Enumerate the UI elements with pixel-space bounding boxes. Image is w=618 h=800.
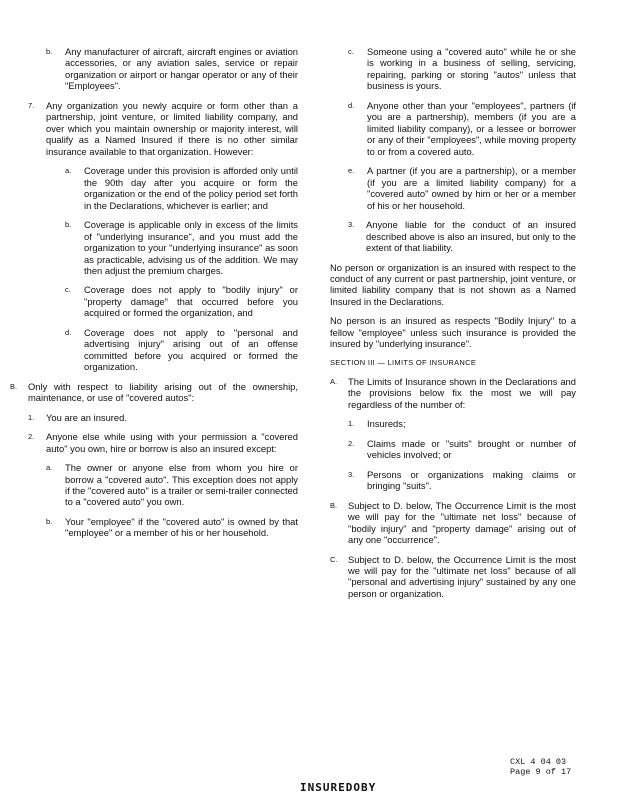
item-label: C. bbox=[330, 554, 338, 564]
list-item-7c bbox=[65, 284, 298, 318]
list-item-A2 bbox=[348, 438, 576, 461]
item-text: The Limits of Insurance shown in the Declarations and the provisions below fix the most we will pay regardless of the number of: bbox=[348, 375, 576, 410]
item-text: Anyone liable for the conduct of an insured described above is also an insured, but only to the extent of that liability. bbox=[366, 219, 576, 254]
item-label: a. bbox=[46, 463, 53, 473]
list-item-B2 bbox=[28, 431, 298, 454]
item-label: 3. bbox=[348, 220, 355, 230]
list-item-C-right bbox=[330, 554, 576, 600]
page-number: Page 9 of 17 bbox=[510, 767, 572, 778]
item-text: Subject to D. below, the Occurrence Limit is the most we will pay for the "ultimate net loss" because of all "personal and advertising injury" sustained by any one person or organization. bbox=[348, 553, 576, 599]
item-label: c. bbox=[65, 285, 71, 295]
item-text: Claims made or "suits" brought or number of vehicles involved; or bbox=[367, 437, 576, 461]
list-item-B2a bbox=[46, 462, 298, 508]
item-text: Subject to D. below, The Occurrence Limit is the most we will pay for the "ultimate net loss" because of "bodily injury" and "property damage" arising out of any one "occurrence". bbox=[348, 499, 576, 546]
item-text: Any manufacturer of aircraft, aircraft engines or aviation accessories, or any aviation sales, service or repair organization or airport or hangar operator or any of their "Employees". bbox=[65, 46, 298, 92]
insured-stamp: INSUREDOBY bbox=[300, 781, 377, 794]
item-label: e. bbox=[348, 166, 355, 176]
item-label: 1. bbox=[348, 419, 355, 429]
list-item-A bbox=[330, 376, 576, 410]
list-item-c bbox=[348, 46, 576, 92]
item-label: A. bbox=[330, 376, 338, 386]
item-label: B. bbox=[330, 500, 338, 510]
item-text: Your "employee" if the "covered auto" is owned by that "employee" or a member of his or her household. bbox=[65, 515, 298, 539]
list-item-A3 bbox=[348, 469, 576, 492]
item-label: a. bbox=[65, 166, 72, 176]
list-item-A1 bbox=[348, 418, 576, 429]
item-text: You are an insured. bbox=[46, 411, 127, 423]
list-item-7d bbox=[65, 327, 298, 373]
item-label: d. bbox=[65, 327, 72, 337]
list-item-7b bbox=[65, 219, 298, 276]
form-footer bbox=[510, 757, 571, 777]
item-text: Only with respect to liability arising out of the ownership, maintenance, or use of "covered autos": bbox=[28, 380, 298, 404]
left-column bbox=[10, 46, 298, 547]
list-item-7 bbox=[28, 100, 298, 157]
item-text: Persons or organizations making claims or bringing "suits". bbox=[367, 468, 576, 492]
item-text: Someone using a "covered auto" while he or she is working in a business of selling, servicing, repairing, parking or storing "autos" unless that business is yours. bbox=[367, 46, 576, 92]
item-label: d. bbox=[348, 100, 355, 110]
item-label: 2. bbox=[348, 438, 355, 448]
item-text: Anyone other than your "employees", partners (if you are a partnership), members (if you are a limited liability company), or a lessee or borrower or any of their "employees", while moving property to or from a covered auto. bbox=[367, 99, 576, 157]
item-label: b. bbox=[46, 47, 53, 56]
item-text: Coverage does not apply to "personal and advertising injury" arising out of an offense committed before you acquired or formed the organization. bbox=[84, 326, 298, 373]
list-item-7a bbox=[65, 165, 298, 211]
paragraph-no-person: No person or organization is an insured with respect to the conduct of any current or past partnership, joint venture, or limited liability company that is not shown as a Named Insured in the Declarations. bbox=[330, 261, 576, 307]
section-title: SECTION III — LIMITS OF INSURANCE bbox=[330, 357, 477, 367]
item-text: Any organization you newly acquire or form other than a partnership, joint venture, or limited liability company, and over which you maintain ownership or majority interest, will qualify as a Named Insured if there is no other similar insurance available to that organization. However: bbox=[46, 99, 298, 157]
list-item-B2b bbox=[46, 516, 298, 539]
list-item-d bbox=[348, 100, 576, 157]
right-column bbox=[330, 46, 576, 607]
item-text: A partner (if you are a partnership), or a member (if you are a limited liability company) for a "covered auto" owned by him or her or a member of his or her household. bbox=[367, 165, 576, 211]
item-label: 7. bbox=[28, 100, 35, 110]
item-label: B. bbox=[10, 381, 18, 391]
item-label: c. bbox=[348, 47, 354, 56]
item-text: Coverage is applicable only in excess of the limits of "underlying insurance", and you must add the organization to your "underlying insurance" as soon as practicable, advising us of the addition. We may then adjust the premium charges. bbox=[84, 219, 298, 276]
form-code: CXL 4 04 03 bbox=[510, 757, 567, 767]
item-text: Anyone else while using with your permission a "covered auto" you own, hire or borrow is also an insured except: bbox=[46, 431, 298, 454]
item-text: Insureds; bbox=[367, 418, 406, 430]
list-item-B1 bbox=[28, 412, 298, 423]
item-label: b. bbox=[46, 516, 53, 526]
list-item-3 bbox=[348, 219, 576, 253]
item-label: 2. bbox=[28, 432, 35, 442]
paragraph-fellow-employee: No person is an insured as respects "Bodily Injury" to a fellow "employee" unless such insurance is provided the insured by "underlying insurance". bbox=[330, 315, 576, 350]
list-item-e bbox=[348, 165, 576, 211]
item-label: 3. bbox=[348, 469, 355, 479]
item-label: 1. bbox=[28, 412, 35, 422]
item-text: Coverage does not apply to "bodily injury" or "property damage" that occurred before you acquired or formed the organization, and bbox=[84, 284, 298, 319]
list-item-B bbox=[10, 381, 298, 404]
list-item-B-right bbox=[330, 500, 576, 546]
item-label: b. bbox=[65, 220, 72, 230]
list-item-b bbox=[46, 46, 298, 92]
item-text: The owner or anyone else from whom you hire or borrow a "covered auto". This exception does not apply if the "covered auto" is a trailer or semi-trailer connected to a "covered auto" you own. bbox=[65, 462, 298, 508]
item-text: Coverage under this provision is afforded only until the 90th day after you acquire or form the organization or the end of the policy period set forth in the Declarations, whichever is earlier; and bbox=[84, 165, 298, 211]
